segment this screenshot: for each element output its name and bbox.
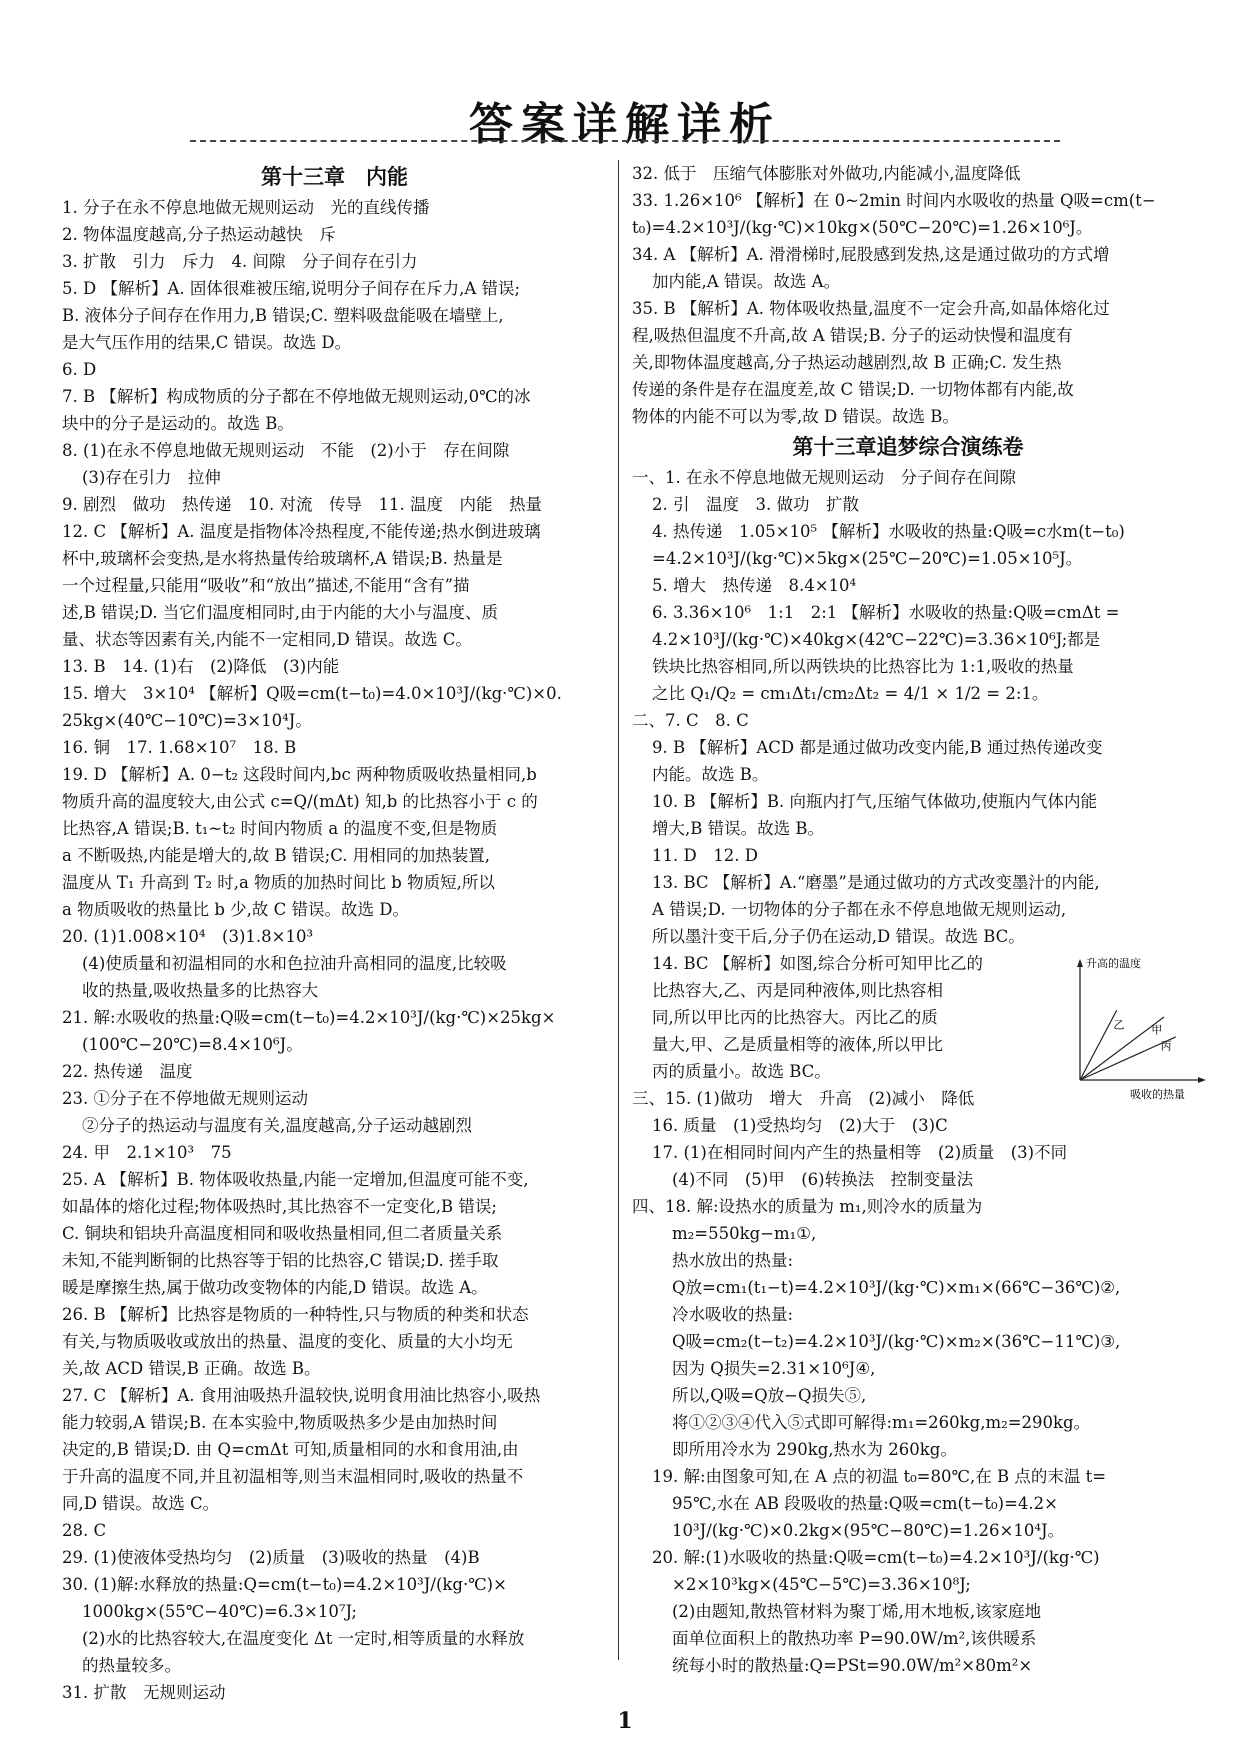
page-number: 1 bbox=[617, 1708, 633, 1734]
graph-x-label: 吸收的热量 bbox=[1130, 1088, 1185, 1100]
answer-line: A 错误;D. 一切物体的分子都在永不停息地做无规则运动, bbox=[652, 900, 1067, 919]
answer-line: 5. 增大 热传递 8.4×10⁴ bbox=[652, 576, 857, 595]
answer-line: 27. C 【解析】A. 食用油吸热升温较快,说明食用油比热容小,吸热 bbox=[62, 1386, 541, 1405]
answer-line: 比热容大,乙、丙是同种液体,则比热容相 bbox=[652, 981, 943, 1000]
answer-line: 23. ①分子在不停地做无规则运动 bbox=[62, 1089, 308, 1108]
left-answer-list bbox=[62, 194, 607, 1706]
answer-line: (100℃−20℃)=8.4×10⁶J。 bbox=[82, 1035, 303, 1054]
answer-line: (3)存在引力 拉伸 bbox=[82, 468, 221, 487]
answer-line: 11. D 12. D bbox=[652, 846, 758, 865]
answer-line: 铁块比热容相同,所以两铁块的比热容比为 1:1,吸收的热量 bbox=[652, 657, 1074, 676]
answer-line: 一个过程量,只能用“吸收”和“放出”描述,不能用“含有”描 bbox=[62, 576, 470, 595]
answer-line: 25kg×(40℃−10℃)=3×10⁴J。 bbox=[62, 711, 312, 730]
answer-line: 3. 扩散 引力 斥力 4. 间隙 分子间存在引力 bbox=[62, 252, 418, 271]
answer-line: 12. C 【解析】A. 温度是指物体冷热程度,不能传递;热水倒进玻璃 bbox=[62, 522, 541, 541]
answer-line: 物质升高的温度较大,由公式 c=Q/(mΔt) 知,b 的比热容小于 c 的 bbox=[62, 792, 538, 811]
answer-line: 内能。故选 B。 bbox=[652, 765, 769, 784]
answer-line: 即所用冷水为 290kg,热水为 260kg。 bbox=[672, 1440, 957, 1459]
answer-line: 95℃,水在 AB 段吸收的热量:Q吸=cm(t−t₀)=4.2× bbox=[672, 1494, 1058, 1513]
answer-line: 比热容,A 错误;B. t₁~t₂ 时间内物质 a 的温度不变,但是物质 bbox=[62, 819, 498, 838]
exam-heading: 第十三章追梦综合演练卷 bbox=[792, 434, 1024, 459]
right-column bbox=[632, 160, 1184, 1679]
answer-line: 丙的质量小。故选 BC。 bbox=[652, 1062, 831, 1081]
answer-line: 量大,甲、乙是质量相等的液体,所以甲比 bbox=[652, 1035, 943, 1054]
answer-line: 5. D 【解析】A. 固体很难被压缩,说明分子间存在斥力,A 错误; bbox=[62, 279, 521, 298]
answer-line: 14. BC 【解析】如图,综合分析可知甲比乙的 bbox=[652, 954, 984, 973]
answer-line: 9. 剧烈 做功 热传递 10. 对流 传导 11. 温度 内能 热量 bbox=[62, 495, 542, 514]
answer-line: 1. 分子在永不停息地做无规则运动 光的直线传播 bbox=[62, 198, 430, 217]
answer-line: 之比 Q₁/Q₂ = cm₁Δt₁/cm₂Δt₂ = 4/1 × 1/2 = 2:1。 bbox=[652, 684, 1049, 703]
answer-line: 21. 解:水吸收的热量:Q吸=cm(t−t₀)=4.2×10³J/(kg·℃)×25kg× bbox=[62, 1008, 556, 1027]
answer-line: 能力较弱,A 错误;B. 在本实验中,物质吸热多少是由加热时间 bbox=[62, 1413, 498, 1432]
answer-line: m₂=550kg−m₁①, bbox=[672, 1224, 817, 1243]
left-column bbox=[62, 160, 607, 1706]
answer-line: 将①②③④代入⑤式即可解得:m₁=260kg,m₂=290kg。 bbox=[672, 1413, 1091, 1432]
answer-line: 6. 3.36×10⁶ 1:1 2:1 【解析】水吸收的热量:Q吸=cmΔt = bbox=[652, 603, 1120, 622]
answer-line: Q吸=cm₂(t−t₂)=4.2×10³J/(kg·℃)×m₂×(36℃−11℃)③, bbox=[672, 1332, 1121, 1351]
answer-line: 9. B 【解析】ACD 都是通过做功改变内能,B 通过热传递改变 bbox=[652, 738, 1103, 757]
answer-line: 的热量较多。 bbox=[82, 1656, 181, 1675]
answer-line: 四、18. 解:设热水的质量为 m₁,则冷水的质量为 bbox=[632, 1197, 983, 1216]
answer-line: (4)使质量和初温相同的水和色拉油升高相同的温度,比较吸 bbox=[82, 954, 507, 973]
answer-line: 32. 低于 压缩气体膨胀对外做功,内能减小,温度降低 bbox=[632, 164, 1021, 183]
answer-line: 1000kg×(55℃−40℃)=6.3×10⁷J; bbox=[82, 1602, 357, 1621]
answer-line: 关,即物体温度越高,分子热运动越剧烈,故 B 正确;C. 发生热 bbox=[632, 353, 1062, 372]
answer-line: 28. C bbox=[62, 1521, 107, 1540]
answer-line: 35. B 【解析】A. 物体吸收热量,温度不一定会升高,如晶体熔化过 bbox=[632, 299, 1110, 318]
answer-line: 10³J/(kg·℃)×0.2kg×(95℃−80℃)=1.26×10⁴J。 bbox=[672, 1521, 1065, 1540]
answer-line: 未知,不能判断铜的比热容等于铝的比热容,C 错误;D. 搓手取 bbox=[62, 1251, 499, 1270]
answer-line: 19. D 【解析】A. 0−t₂ 这段时间内,bc 两种物质吸收热量相同,b bbox=[62, 765, 537, 784]
temperature-heat-graph bbox=[1062, 955, 1207, 1100]
answer-line: 30. (1)解:水释放的热量:Q=cm(t−t₀)=4.2×10³J/(kg·℃)× bbox=[62, 1575, 507, 1594]
answer-line: 所以,Q吸=Q放−Q损失⑤, bbox=[672, 1386, 867, 1405]
answer-line: ×2×10³kg×(45℃−5℃)=3.36×10⁸J; bbox=[672, 1575, 971, 1594]
answer-line: 2. 引 温度 3. 做功 扩散 bbox=[652, 495, 859, 514]
graph-series-line bbox=[1080, 1010, 1117, 1080]
answer-line: 29. (1)使液体受热均匀 (2)质量 (3)吸收的热量 (4)B bbox=[62, 1548, 480, 1567]
answer-line: C. 铜块和铝块升高温度相同和吸收热量相同,但二者质量关系 bbox=[62, 1224, 503, 1243]
answer-line: 三、15. (1)做功 增大 升高 (2)减小 降低 bbox=[632, 1089, 975, 1108]
answer-line: 同,D 错误。故选 C。 bbox=[62, 1494, 220, 1513]
answer-line: B. 液体分子间存在作用力,B 错误;C. 塑料吸盘能吸在墙壁上, bbox=[62, 306, 504, 325]
answer-line: 于升高的温度不同,并且初温相等,则当末温相同时,吸收的热量不 bbox=[62, 1467, 524, 1486]
answer-line: 程,吸热但温度不升高,故 A 错误;B. 分子的运动快慢和温度有 bbox=[632, 326, 1073, 345]
answer-line: 17. (1)在相同时间内产生的热量相等 (2)质量 (3)不同 bbox=[652, 1143, 1068, 1162]
graph-x-arrow bbox=[1198, 1077, 1206, 1083]
answer-line: 13. B 14. (1)右 (2)降低 (3)内能 bbox=[62, 657, 340, 676]
answer-line: 如晶体的熔化过程;物体吸热时,其比热容不一定变化,B 错误; bbox=[62, 1197, 497, 1216]
answer-line: 暖是摩擦生热,属于做功改变物体的内能,D 错误。故选 A。 bbox=[62, 1278, 488, 1297]
answer-line: 是大气压作用的结果,C 错误。故选 D。 bbox=[62, 333, 352, 352]
answer-line: 26. B 【解析】比热容是物质的一种特性,只与物质的种类和状态 bbox=[62, 1305, 529, 1324]
answer-line: t₀)=4.2×10³J/(kg·℃)×10kg×(50℃−20℃)=1.26×10⁶J。 bbox=[632, 218, 1093, 237]
answer-line: 22. 热传递 温度 bbox=[62, 1062, 193, 1081]
page-title: 答案详解详析 bbox=[469, 99, 781, 150]
answer-line: 述,B 错误;D. 当它们温度相同时,由于内能的大小与温度、质 bbox=[62, 603, 499, 622]
answer-line: 20. (1)1.008×10⁴ (3)1.8×10³ bbox=[62, 927, 314, 946]
answer-line: Q放=cm₁(t₁−t)=4.2×10³J/(kg·℃)×m₁×(66℃−36℃)②, bbox=[672, 1278, 1121, 1297]
graph-series-label: 甲 bbox=[1151, 1023, 1163, 1037]
answer-line: 2. 物体温度越高,分子热运动越快 斥 bbox=[62, 225, 336, 244]
answer-line: 二、7. C 8. C bbox=[632, 711, 749, 730]
answer-line: (2)由题知,散热管材料为聚丁烯,用木地板,该家庭地 bbox=[672, 1602, 1042, 1621]
answer-line: 关,故 ACD 错误,B 正确。故选 B。 bbox=[62, 1359, 321, 1378]
answer-line: 16. 铜 17. 1.68×10⁷ 18. B bbox=[62, 738, 297, 757]
answer-line: (4)不同 (5)甲 (6)转换法 控制变量法 bbox=[672, 1170, 974, 1189]
answer-line: =4.2×10³J/(kg·℃)×5kg×(25℃−20℃)=1.05×10⁵J。 bbox=[652, 549, 1083, 568]
answer-line: 冷水吸收的热量: bbox=[672, 1305, 794, 1324]
answer-line: 8. (1)在永不停息地做无规则运动 不能 (2)小于 存在间隙 bbox=[62, 441, 510, 460]
answer-line: ②分子的热运动与温度有关,温度越高,分子运动越剧烈 bbox=[82, 1116, 472, 1135]
answer-line: 决定的,B 错误;D. 由 Q=cmΔt 可知,质量相同的水和食用油,由 bbox=[62, 1440, 519, 1459]
answer-line: 15. 增大 3×10⁴ 【解析】Q吸=cm(t−t₀)=4.0×10³J/(kg·℃)×0. bbox=[62, 684, 562, 703]
answer-line: 同,所以甲比丙的比热容大。丙比乙的质 bbox=[652, 1008, 938, 1027]
answer-line: 10. B 【解析】B. 向瓶内打气,压缩气体做功,使瓶内气体内能 bbox=[652, 792, 1097, 811]
answer-line: 收的热量,吸收热量多的比热容大 bbox=[82, 981, 319, 1000]
answer-line: 19. 解:由图象可知,在 A 点的初温 t₀=80℃,在 B 点的末温 t= bbox=[652, 1467, 1107, 1486]
answer-line: 31. 扩散 无规则运动 bbox=[62, 1683, 226, 1702]
answer-line: a 不断吸热,内能是增大的,故 B 错误;C. 用相同的加热装置, bbox=[62, 846, 491, 865]
answer-line: a 物质吸收的热量比 b 少,故 C 错误。故选 D。 bbox=[62, 900, 409, 919]
graph-y-arrow bbox=[1077, 959, 1083, 967]
graph-y-label: 升高的温度 bbox=[1086, 957, 1141, 970]
answer-line: 33. 1.26×10⁶ 【解析】在 0~2min 时间内水吸收的热量 Q吸=cm(t− bbox=[632, 191, 1156, 210]
answer-line: 13. BC 【解析】A.“磨墨”是通过做功的方式改变墨汁的内能, bbox=[652, 873, 1100, 892]
answer-line: 块中的分子是运动的。故选 B。 bbox=[62, 414, 294, 433]
answer-line: 一、1. 在永不停息地做无规则运动 分子间存在间隙 bbox=[632, 468, 1016, 487]
answer-line: 25. A 【解析】B. 物体吸收热量,内能一定增加,但温度可能不变, bbox=[62, 1170, 529, 1189]
answer-line: 物体的内能不可以为零,故 D 错误。故选 B。 bbox=[632, 407, 959, 426]
answer-line: 34. A 【解析】A. 滑滑梯时,屁股感到发热,这是通过做功的方式增 bbox=[632, 245, 1110, 264]
answer-line: 杯中,玻璃杯会变热,是水将热量传给玻璃杯,A 错误;B. 热量是 bbox=[62, 549, 503, 568]
answer-line: 因为 Q损失=2.31×10⁶J④, bbox=[672, 1359, 876, 1378]
answer-line: 有关,与物质吸收或放出的热量、温度的变化、质量的大小均无 bbox=[62, 1332, 513, 1351]
answer-line: 16. 质量 (1)受热均匀 (2)大于 (3)C bbox=[652, 1116, 948, 1135]
answer-line: 增大,B 错误。故选 B。 bbox=[652, 819, 824, 838]
answer-line: 面单位面积上的散热功率 P=90.0W/m²,该供暖系 bbox=[672, 1629, 1037, 1648]
answer-line: 统每小时的散热量:Q=PSt=90.0W/m²×80m²× bbox=[672, 1656, 1033, 1675]
answer-line: 量、状态等因素有关,内能不一定相同,D 错误。故选 C。 bbox=[62, 630, 472, 649]
answer-line: 加内能,A 错误。故选 A。 bbox=[652, 272, 841, 291]
answer-line: 温度从 T₁ 升高到 T₂ 时,a 物质的加热时间比 b 物质短,所以 bbox=[62, 873, 495, 892]
answer-line: (2)水的比热容较大,在温度变化 Δt 一定时,相等质量的水释放 bbox=[82, 1629, 525, 1648]
answer-line: 所以墨汁变干后,分子仍在运动,D 错误。故选 BC。 bbox=[652, 927, 1025, 946]
answer-line: 4.2×10³J/(kg·℃)×40kg×(42℃−22℃)=3.36×10⁶J;都是 bbox=[652, 630, 1101, 649]
answer-line: 传递的条件是存在温度差,故 C 错误;D. 一切物体都有内能,故 bbox=[632, 380, 1074, 399]
answer-line: 7. B 【解析】构成物质的分子都在不停地做无规则运动,0℃的冰 bbox=[62, 387, 531, 406]
column-divider bbox=[618, 160, 619, 1660]
graph-series-label: 乙 bbox=[1113, 1018, 1125, 1032]
answer-line: 6. D bbox=[62, 360, 97, 379]
right-answer-list bbox=[632, 160, 1184, 430]
answer-line: 20. 解:(1)水吸收的热量:Q吸=cm(t−t₀)=4.2×10³J/(kg·℃) bbox=[652, 1548, 1100, 1567]
answer-line: 热水放出的热量: bbox=[672, 1251, 794, 1270]
answer-line: 24. 甲 2.1×10³ 75 bbox=[62, 1143, 232, 1162]
answer-line: 4. 热传递 1.05×10⁵ 【解析】水吸收的热量:Q吸=c水m(t−t₀) bbox=[652, 522, 1125, 541]
title-divider bbox=[190, 140, 1060, 142]
chapter-heading: 第十三章 内能 bbox=[261, 164, 408, 189]
graph-series-label: 丙 bbox=[1160, 1039, 1172, 1053]
